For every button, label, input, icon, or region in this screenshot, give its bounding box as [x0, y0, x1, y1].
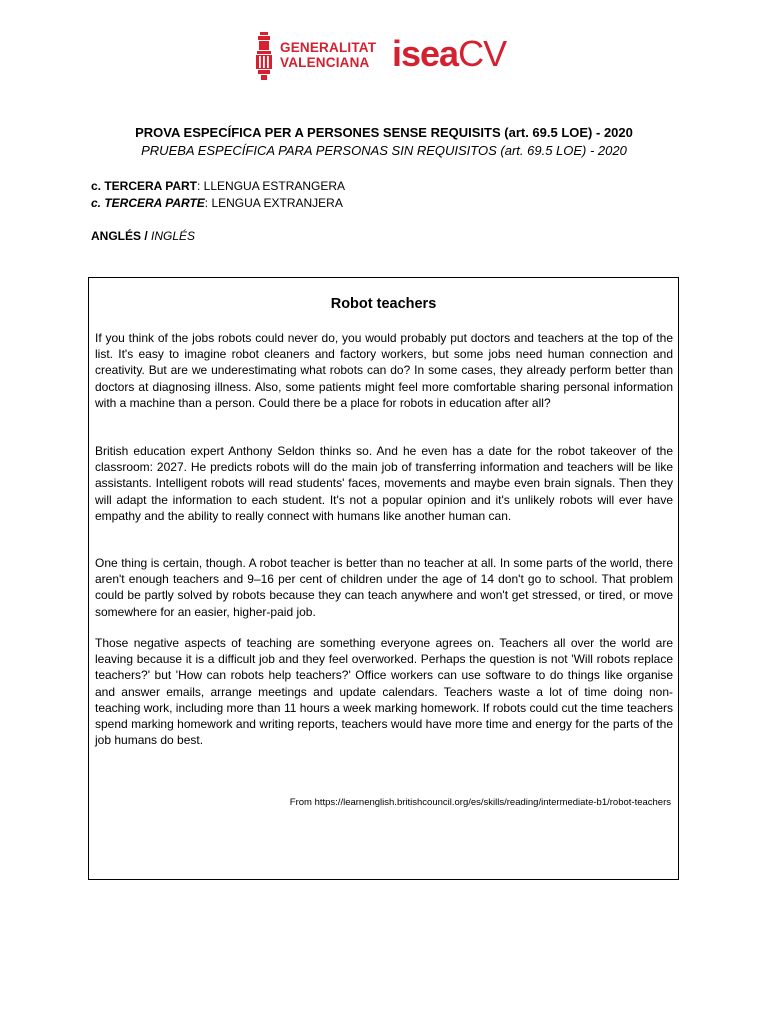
iseacv-logo — [392, 34, 506, 74]
language-valencian: ANGLÉS / — [91, 229, 148, 243]
language-label — [91, 229, 195, 244]
source-citation: From https://learnenglish.britishcouncil.org/es/skills/reading/intermediate-b1/robot-teachers — [289, 797, 671, 808]
exam-title-valencian: PROVA ESPECÍFICA PER A PERSONES SENSE REQUISITS (art. 69.5 LOE) - 2020 — [135, 125, 633, 140]
part-value-spanish: : LENGUA EXTRANJERA — [204, 196, 343, 210]
exam-title-spanish: PRUEBA ESPECÍFICA PARA PERSONAS SIN REQUISITOS (art. 69.5 LOE) - 2020 — [141, 143, 627, 158]
iseacv-logo-light: CV — [458, 33, 507, 74]
article-paragraph-3: One thing is certain, though. A robot teacher is better than no teacher at all. In some parts of the world, there aren't enough teachers and 9–16 per cent of children under the age of 14 don't go to school. That problem could be partly solved by robots because they can teach anywhere and won't get stressed, or tired, or move somewhere for an easier, higher-paid job. — [95, 556, 673, 619]
generalitat-line2: VALENCIANA — [280, 54, 370, 70]
part-value-valencian: : LLENGUA ESTRANGERA — [197, 179, 346, 193]
generalitat-emblem-icon — [254, 32, 274, 82]
reading-text-box — [88, 277, 679, 880]
article-paragraph-4: Those negative aspects of teaching are something everyone agrees on. Teachers all over the world are leaving because it is a difficult job and they feel overworked. Perhaps the question is not 'Will robots replace teachers?' but 'How can robots help teachers?' Office workers can use software to do things like organise and answer emails, arrange meetings and update calendars. Teachers waste a lot of time doing non-teaching work, including more than 11 hours a week marking homework. If robots could cut the time teachers spend marking homework and writing reports, teachers would have more time and energy for the parts of the job humans do best. — [95, 636, 673, 748]
article-paragraph-1: If you think of the jobs robots could never do, you would probably put doctors and teachers at the top of the list. It's easy to imagine robot cleaners and factory workers, but some jobs need human connection and creativity. But are we underestimating what robots can do? In some cases, they already perform better than doctors at diagnosing illness. Also, some patients might feel more comfortable sharing personal information with a machine than a person. Could there be a place for robots in education after all? — [95, 331, 673, 410]
header-logos — [0, 32, 768, 82]
article-paragraph-2: British education expert Anthony Seldon thinks so. And he even has a date for the robot takeover of the classroom: 2027. He predicts robots will do the main job of transferring information and teachers will be like assistants. Intelligent robots will read students' faces, movements and maybe even brain signals. Then they will adapt the information to each student. It's not a popular opinion and it's unlikely robots will ever have empathy and the ability to really connect with humans like another human can. — [95, 444, 673, 523]
iseacv-logo-bold: isea — [392, 33, 459, 74]
part-label-spanish — [91, 196, 343, 211]
generalitat-wordmark — [280, 41, 376, 70]
article-title: Robot teachers — [330, 296, 437, 312]
part-label-valencian — [91, 179, 345, 194]
part-label-spanish-strong: c. TERCERA PARTE — [91, 196, 205, 210]
part-label-valencian-strong: c. TERCERA PART — [91, 179, 198, 193]
language-spanish: INGLÉS — [147, 229, 196, 243]
generalitat-line1: GENERALITAT — [280, 40, 377, 55]
